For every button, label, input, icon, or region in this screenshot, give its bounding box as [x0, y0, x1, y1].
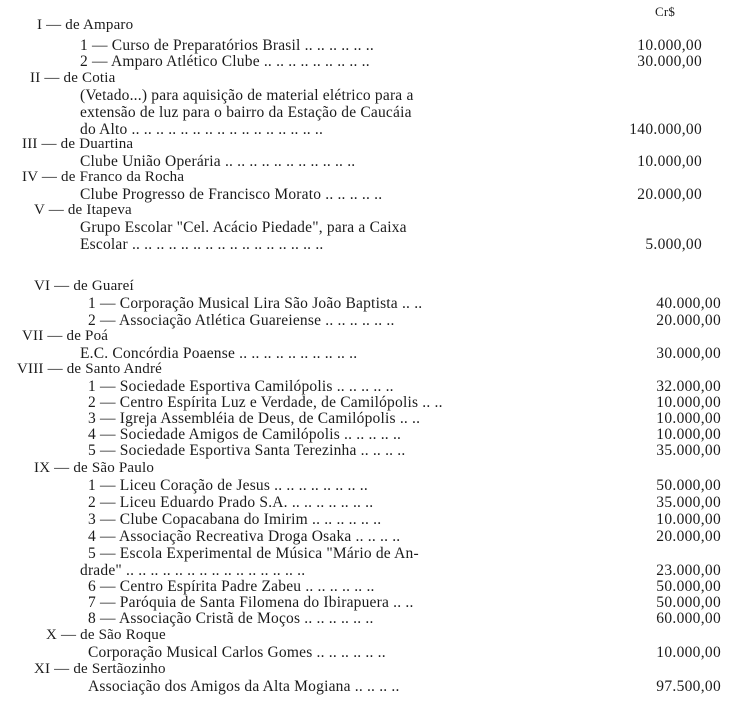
entry-amount: 30.000,00	[656, 345, 721, 362]
entry-label: 1 — Corporação Musical Lira São João Baptista .. ..	[88, 295, 423, 312]
entry-text: Grupo Escolar "Cel. Acácio Piedade", para a Caixa	[80, 219, 407, 236]
entry-label: drade" .. .. .. .. .. .. .. .. .. .. .. .. .. .. ..	[80, 562, 306, 579]
entry-amount: 140.000,00	[629, 121, 702, 138]
municipality-heading: V — de Itapeva	[34, 202, 132, 218]
entry-label: Escolar .. .. .. .. .. .. .. .. .. .. .. .. .. .. .. ..	[80, 236, 324, 253]
entry-amount: 10.000,00	[656, 511, 721, 528]
entry-amount: 32.000,00	[656, 378, 721, 395]
entry-label: 2 — Centro Espírita Luz e Verdade, de Camilópolis .. ..	[88, 394, 443, 411]
municipality-heading: IV — de Franco da Rocha	[22, 169, 185, 185]
entry-label: do Alto .. .. .. .. .. .. .. .. .. .. .. .. .. .. .. ..	[80, 121, 324, 138]
entry-amount: 10.000,00	[656, 644, 721, 661]
entry-label: 3 — Igreja Assembléia de Deus, de Camilópolis .. ..	[88, 410, 421, 427]
municipality-heading: XI — de Sertãozinho	[34, 661, 166, 677]
entry-amount: 5.000,00	[645, 236, 702, 253]
entry-amount: 20.000,00	[656, 312, 721, 329]
entry-amount: 10.000,00	[637, 153, 702, 170]
entry-amount: 50.000,00	[656, 594, 721, 611]
municipality-heading: VII — de Poá	[22, 328, 109, 344]
entry-amount: 30.000,00	[637, 53, 702, 70]
entry-amount: 97.500,00	[656, 678, 721, 695]
entry-label: 4 — Sociedade Amigos de Camilópolis .. .. .. .. ..	[88, 426, 402, 443]
entry-label: 1 — Curso de Preparatórios Brasil .. .. .. .. .. ..	[80, 37, 374, 54]
entry-amount: 10.000,00	[656, 394, 721, 411]
currency-header: Cr$	[655, 4, 676, 19]
entry-amount: 20.000,00	[656, 528, 721, 545]
entry-text: (Vetado...) para aquisição de material elétrico para a	[80, 87, 414, 104]
entry-amount: 10.000,00	[656, 426, 721, 443]
entry-amount: 60.000,00	[656, 610, 721, 627]
municipality-heading: IX — de São Paulo	[34, 460, 155, 476]
entry-label: Corporação Musical Carlos Gomes .. .. .. .. .. ..	[88, 644, 386, 661]
entry-label: 5 — Sociedade Esportiva Santa Terezinha .. .. .. ..	[88, 442, 406, 459]
entry-amount: 20.000,00	[637, 186, 702, 203]
municipality-heading: X — de São Roque	[46, 627, 166, 643]
entry-label: 6 — Centro Espírita Padre Zabeu .. .. .. .. .. ..	[88, 578, 375, 595]
entry-amount: 10.000,00	[637, 37, 702, 54]
entry-label: 8 — Associação Cristã de Moços .. .. .. .. .. ..	[88, 610, 374, 627]
entry-label: 2 — Amparo Atlético Clube .. .. .. .. .. .. .. .. ..	[80, 53, 370, 70]
entry-text: 5 — Escola Experimental de Música "Mário de An-	[88, 545, 419, 562]
municipality-heading: VI — de Guareí	[34, 278, 134, 294]
entry-amount: 35.000,00	[656, 494, 721, 511]
entry-label: 2 — Liceu Eduardo Prado S.A. .. .. .. .. .. .. ..	[88, 494, 374, 511]
municipality-heading: II — de Cotia	[30, 70, 116, 86]
municipality-heading: I — de Amparo	[37, 17, 134, 33]
entry-label: Clube União Operária .. .. .. .. .. .. .. .. .. .. ..	[80, 153, 356, 170]
entry-label: 4 — Associação Recreativa Droga Osaka .. .. .. ..	[88, 528, 401, 545]
entry-label: 3 — Clube Copacabana do Imirim .. .. .. .. .. ..	[88, 511, 382, 528]
entry-amount: 35.000,00	[656, 442, 721, 459]
municipality-heading: VIII — de Santo André	[17, 361, 163, 377]
entry-label: Associação dos Amigos da Alta Mogiana .. .. .. ..	[88, 678, 400, 695]
entry-label: 7 — Paróquia de Santa Filomena do Ibirapuera .. ..	[88, 594, 414, 611]
entry-label: 1 — Liceu Coração de Jesus .. .. .. .. .. .. .. ..	[88, 477, 368, 494]
entry-amount: 50.000,00	[656, 477, 721, 494]
entry-amount: 23.000,00	[656, 562, 721, 579]
entry-label: E.C. Concórdia Poaense .. .. .. .. .. .. .. .. .. ..	[80, 345, 358, 362]
entry-amount: 50.000,00	[656, 578, 721, 595]
entry-label: 1 — Sociedade Esportiva Camilópolis .. .. .. .. ..	[88, 378, 394, 395]
entry-amount: 10.000,00	[656, 410, 721, 427]
entry-amount: 40.000,00	[656, 295, 721, 312]
municipality-heading: III — de Duartina	[22, 136, 134, 152]
entry-label: Clube Progresso de Francisco Morato .. .. .. .. ..	[80, 186, 383, 203]
entry-label: 2 — Associação Atlética Guareiense .. .. .. .. .. ..	[88, 312, 395, 329]
entry-text: extensão de luz para o bairro da Estação de Caucáia	[80, 104, 412, 121]
